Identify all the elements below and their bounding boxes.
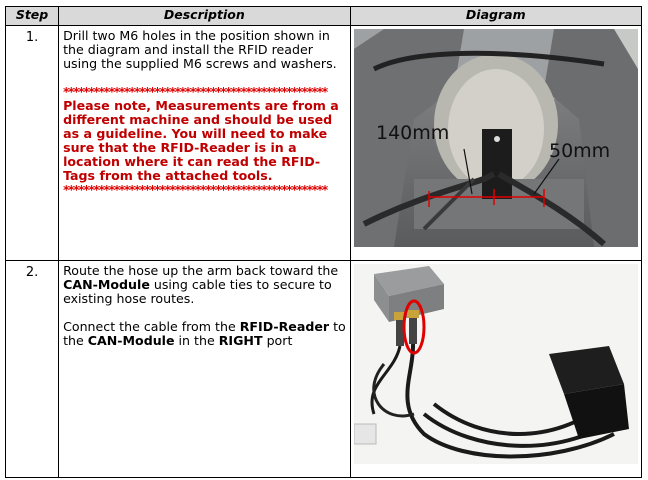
text-run: Connect the cable from the: [63, 319, 240, 334]
bold-term: CAN-Module: [87, 333, 175, 348]
step-number: 2.: [6, 261, 59, 478]
instruction-table: [5, 6, 642, 478]
text-run: to the: [63, 319, 346, 348]
step-description: [59, 26, 350, 261]
dimension-label-right: 50mm: [548, 140, 610, 162]
header-row: [6, 7, 642, 26]
rfid-mount-photo: [354, 29, 638, 247]
step-description: [59, 261, 350, 478]
step-number: 1.: [6, 26, 59, 261]
diagram-cell: [350, 26, 641, 261]
warning-text: Please note, Measurements are from a different machine and should be used as a guideline. You will need to make sure that the RFID-Reader is in a location where it can read the RFID-Tags from the attached tools.: [63, 98, 339, 183]
dimension-label-left: 140mm: [375, 122, 449, 144]
text-run: in the: [174, 333, 219, 348]
step-instruction: Drill two M6 holes in the position shown in the diagram and install the RFID reader using the supplied M6 screws and washers.: [63, 28, 337, 71]
bold-term: RFID-Reader: [239, 319, 330, 334]
step-instruction: [63, 320, 346, 348]
text-run: port: [262, 333, 293, 348]
warning-note: [63, 85, 346, 197]
header-step: Step: [6, 7, 59, 26]
diagram-cell: [350, 261, 641, 478]
step-instruction: [63, 264, 346, 306]
table-row: [6, 26, 642, 261]
instruction-sheet: [5, 6, 642, 474]
header-description: Description: [59, 7, 350, 26]
header-diagram: Diagram: [350, 7, 641, 26]
table-row: [6, 261, 642, 478]
bold-term: CAN-Module: [63, 277, 150, 292]
bold-term: RIGHT: [218, 333, 263, 348]
text-run: using cable ties to secure to existing hose routes.: [63, 277, 332, 306]
can-module-photo: [354, 264, 638, 464]
separator-stars: ****************************************************: [63, 85, 327, 99]
text-run: Route the hose up the arm back toward the: [63, 263, 339, 278]
separator-stars: ****************************************************: [63, 183, 327, 197]
